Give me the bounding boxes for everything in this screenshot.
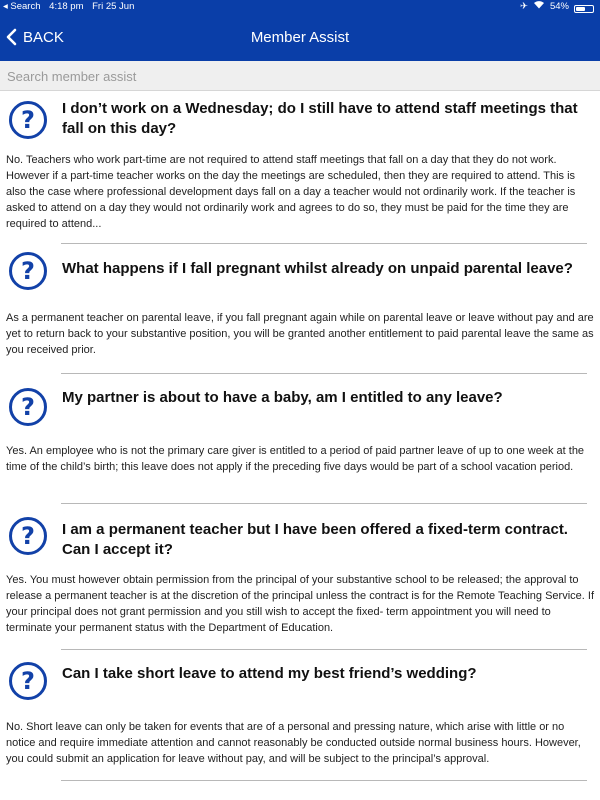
faq-question: I don’t work on a Wednesday; do I still have to attend staff meetings that fall on this day? — [62, 100, 578, 137]
search-bar — [0, 61, 600, 91]
faq-divider — [61, 373, 587, 374]
faq-answer: As a permanent teacher on parental leave, if you fall pregnant again while on parental leave or leave without pay and are yet to return back to your substantive position, you will be granted another entitlement to paid parental leave the same as you received prior. — [6, 312, 594, 356]
faq-question: My partner is about to have a baby, am I entitled to any leave? — [62, 389, 503, 406]
status-date: Fri 25 Jun — [92, 1, 135, 12]
back-button-label: BACK — [23, 28, 64, 46]
faq-answer: Yes. An employee who is not the primary care giver is entitled to a period of paid partner leave of up to one week at the time of the child’s birth; this leave does not apply if the preceding five days would be part of a school vacation period. — [6, 445, 585, 473]
battery-percent: 54% — [549, 1, 569, 12]
back-button[interactable] — [6, 22, 64, 52]
faq-divider — [61, 503, 587, 504]
faq-answer: No. Teachers who work part-time are not required to attend staff meetings that fall on a day that they do not work. However if a part-time teacher works on the day the meetings are scheduled, then they are required to attend. This is also the case where professional development days fall on a day a teacher would not ordinarily work. If the teacher is asked to attend on a day they would not ordinarily work and agrees to do so, they must be paid for the time they are required to attend... — [6, 154, 576, 230]
page-title: Member Assist — [250, 29, 350, 46]
search-input[interactable] — [0, 61, 600, 91]
faq-answer: Yes. You must however obtain permission from the principal of your substantive school to be released; the approval to release a permanent teacher is at the discretion of the principal unless the contract is for the Remote Teaching Service. If your principal does not grant permission and you still wish to accept the fixed- term appointment you will need to terminate your permanent status with the Department of Education. — [6, 574, 595, 634]
faq-divider — [61, 243, 587, 244]
faq-answer: No. Short leave can only be taken for events that are of a personal and pressing nature, which arise with little or no notice and require immediate attention and cannot reasonably be conducted outside normal business hours. However, you could submit an application for leave without pay, and will be subject to the principal’s approval. — [6, 721, 581, 765]
airplane-icon: ✈ — [520, 1, 528, 12]
status-time: 4:18 pm — [49, 1, 84, 12]
status-carrier[interactable]: ◂ Search — [3, 1, 41, 12]
question-icon: ? — [9, 517, 47, 555]
battery-fill — [576, 7, 585, 11]
question-icon: ? — [9, 101, 47, 139]
question-icon: ? — [9, 662, 47, 700]
faq-divider — [61, 649, 587, 650]
question-icon: ? — [9, 388, 47, 426]
status-right — [520, 0, 594, 14]
question-icon: ? — [9, 252, 47, 290]
faq-question: What happens if I fall pregnant whilst already on unpaid parental leave? — [62, 260, 573, 277]
nav-bar — [0, 14, 600, 61]
battery-icon — [574, 5, 594, 13]
chevron-left-icon — [6, 28, 17, 46]
status-bar — [0, 0, 600, 14]
faq-divider — [61, 780, 587, 781]
wifi-icon — [533, 0, 545, 14]
faq-question: Can I take short leave to attend my best friend’s wedding? — [62, 665, 477, 682]
faq-question: I am a permanent teacher but I have been offered a fixed-term contract. Can I accept it? — [62, 521, 568, 558]
status-left — [3, 0, 140, 14]
